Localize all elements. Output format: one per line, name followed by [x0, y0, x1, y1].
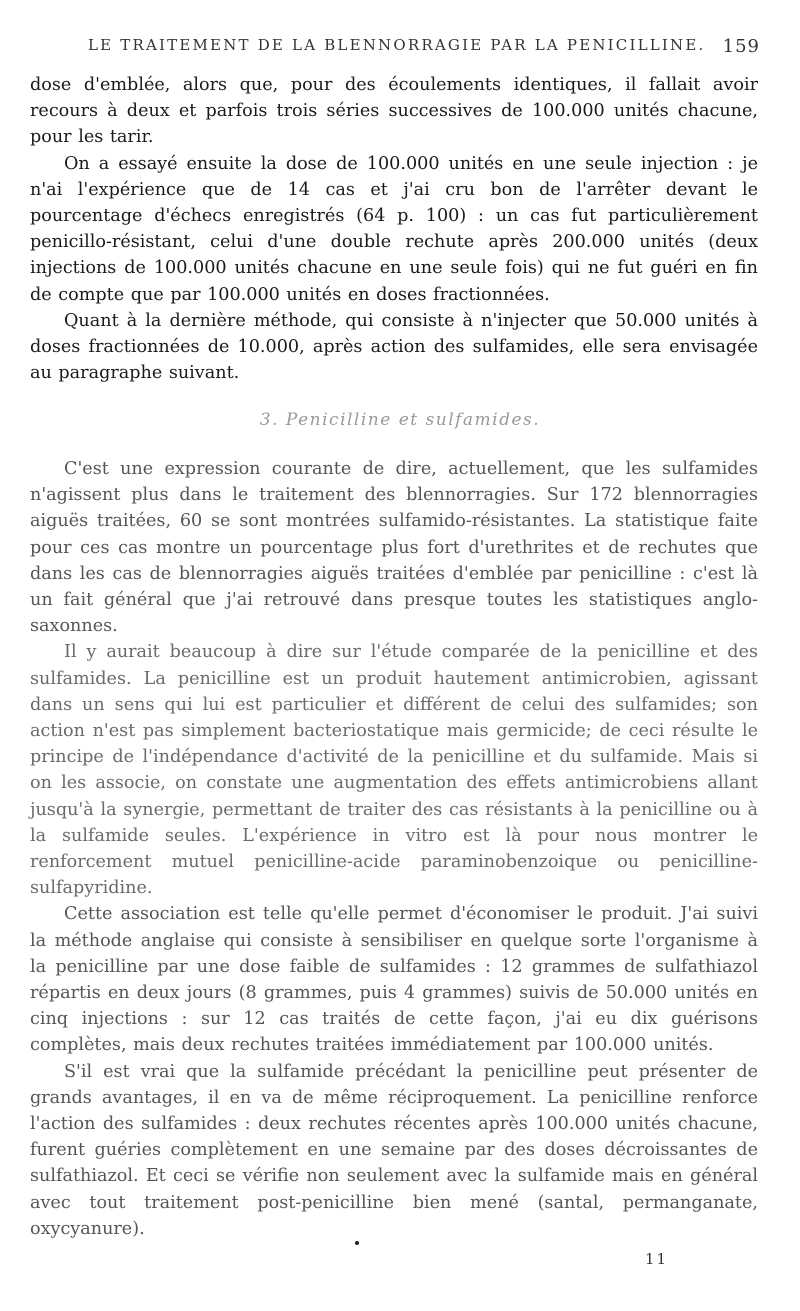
paragraph: Il y aurait beaucoup à dire sur l'étude comparée de la penicilline et des sulfamides. La penicilline est un produit hautement antimicrobien, agissant dans un sens qui lui est particulier et différent de celui des sulfamides; son action n'est pas simplement bacteriostatique mais germicide; de ceci résulte le principe de l'indépendance d'activité de la penicilline et du sulfamide. Mais si on les associe, on constate une augmentation des effets antimicrobiens allant jusqu'à la synergie, permettant de traiter des cas résistants à la penicilline ou à la sulfamide seules. L'expérience in vitro est là pour nous montrer le renforcement mutuel penicilline-acide paraminobenzoique ou penicilline-sulfapyridine. — [30, 642, 758, 899]
margin-mark — [732, 1281, 746, 1303]
paragraph: On a essayé ensuite la dose de 100.000 unités en une seule injection : je n'ai l'expérience que de 14 cas et j'ai cru bon de l'arrêter devant le pourcentage d'échecs enregistrés (64 p. 100) : un cas fut particulièrement penicillo-résistant, celui d'une double rechute après 200.000 unités (deux injections de 100.000 unités chacune en une seule fois) qui ne fut guéri en fin de compte que par 100.000 unités en doses fractionnées. — [30, 153, 758, 305]
running-head-title: LE TRAITEMENT DE LA BLENNORRAGIE PAR LA PENICILLINE. — [88, 36, 706, 54]
paragraph: Cette association est telle qu'elle permet d'économiser le produit. J'ai suivi la méthode anglaise qui consiste à sensibiliser en quelque sorte l'organisme à la penicilline par une dose faible de sulfamides : 12 grammes de sulfathiazol répartis en deux jours (8 grammes, puis 4 grammes) suivis de 50.000 unités en cinq injections : sur 12 cas traités de cette façon, j'ai eu dix guérisons complètes, mais deux rechutes traitées immédiatement par 100.000 unités. — [30, 904, 758, 1056]
section-heading: 3. Penicilline et sulfamides. — [259, 410, 541, 430]
signature-mark: 11 — [645, 1250, 669, 1268]
paragraph: C'est une expression courante de dire, actuellement, que les sulfamides n'agissent plus dans le traitement des blennorragies. Sur 172 blennorragies aiguës traitées, 60 se sont montrées sulfamido-résistantes. La statistique faite pour ces cas montre un pourcentage plus fort d'urethrites et de rechutes que dans les cas de blennorragies aiguës traitées d'emblée par penicilline : c'est là un fait général que j'ai retrouvé dans presque toutes les statistiques anglo-saxonnes. — [30, 459, 758, 637]
paragraph: Quant à la dernière méthode, qui consiste à n'injecter que 50.000 unités à doses fractionnées de 10.000, après action des sulfamides, elle sera envisagée au paragraphe suivant. — [30, 310, 758, 384]
body-text-top — [30, 72, 758, 386]
running-head — [88, 36, 760, 60]
paragraph: S'il est vrai que la sulfamide précédant la penicilline peut présenter de grands avantages, il en va de même réciproquement. La penicilline renforce l'action des sulfamides : deux rechutes récentes après 100.000 unités chacune, furent guéries complètement en une semaine par des doses décroissantes de sulfathiazol. Et ceci se vérifie non seulement avec la sulfamide mais en général avec tout traitement post-penicilline bien mené (santal, permanganate, oxycyanure). — [30, 1061, 758, 1239]
paragraph: dose d'emblée, alors que, pour des écoulements identiques, il fallait avoir recours à deux et parfois trois séries successives de 100.000 unités chacune, pour les tarir. — [30, 75, 758, 148]
page-number: 159 — [722, 36, 760, 57]
ink-dot — [355, 1241, 359, 1245]
body-text-bottom — [30, 456, 758, 1242]
